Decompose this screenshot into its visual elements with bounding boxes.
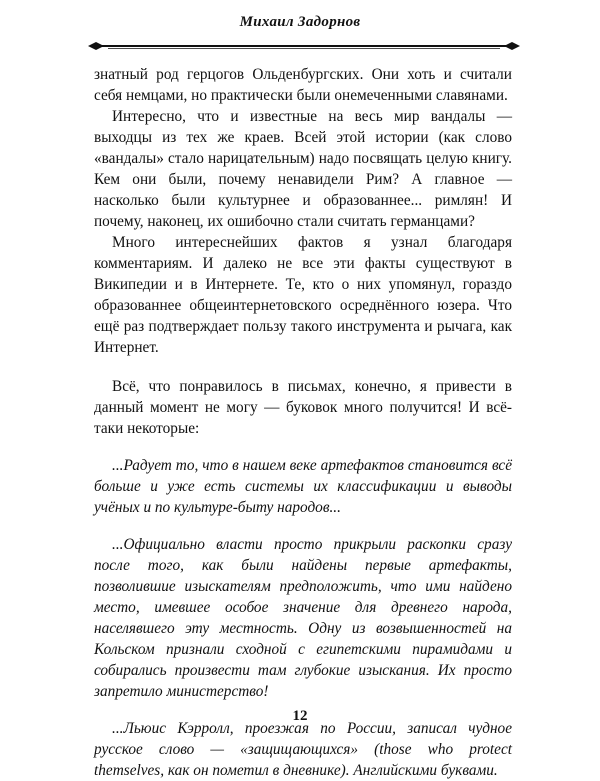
paragraph: Много интереснейших фактов я узнал благодаря комментариям. И далеко не все эти факты существуют в Википедии и в Интернете. Те, кто о них упомянул, гораздо образованнее общеинтернетовского осреднённого юзера. Что ещё раз подтверждает пользу такого инструмента и рычага, как Интернет. xyxy=(94,234,512,356)
paragraph: знатный род герцогов Ольденбургских. Они хоть и считали себя немцами, но практически были онемеченными славянами. xyxy=(94,66,512,104)
paragraph: Интересно, что и известные на весь мир вандалы — выходцы из тех же краев. Всей этой истории (как слово «вандалы» стало нарицательным) надо посвящать целую книгу. Кем они были, почему ненавидели Рим? А главное — насколько были культурнее и образованнее... римлян! И почему, наконец, их ошибочно стали считать германцами? xyxy=(94,108,512,230)
quote-paragraph: ...Официально власти просто прикрыли раскопки сразу после того, как были найдены первые артефакты, позволившие изыскателям предположить, что ими найдено место, имевшее особое значение для древнего народа, населявшего эту местность. Одну из возвышенностей на Кольском признали сходной с египетскими пирамидами и собирались произвести там глубокие изыскания. Их просто запретило министерство! xyxy=(94,536,512,700)
quote-paragraph: ...Льюис Кэрролл, проезжая по России, записал чудное русское слово — «защищающихся» (those who protect themselves, как он пометил в дневнике). Английскими буквами. xyxy=(94,720,512,779)
page-body xyxy=(94,64,512,781)
page-number: 12 xyxy=(292,708,308,724)
header-ornament-rule xyxy=(88,40,520,52)
paragraph: Всё, что понравилось в письмах, конечно, я привести в данный момент не могу — буковок много получится! И всё-таки некоторые: xyxy=(94,378,512,437)
page-header-title: Михаил Задорнов xyxy=(239,14,361,30)
quote-paragraph: ...Радует то, что в нашем веке артефактов становится всё больше и уже есть системы их классификации и выводы учёных и по культуре-быту народов... xyxy=(94,457,512,516)
